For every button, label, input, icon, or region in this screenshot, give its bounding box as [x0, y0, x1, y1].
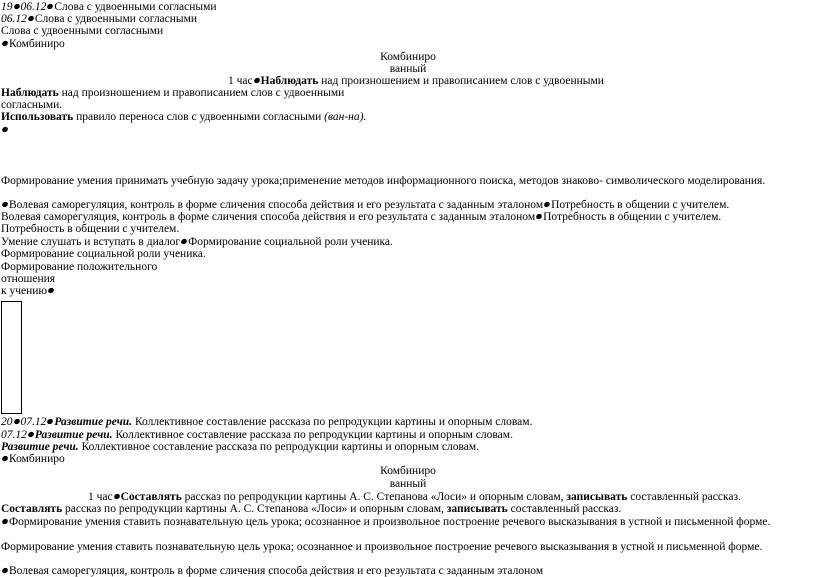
lesson-date: 06.12	[20, 1, 47, 13]
bullet-icon	[47, 287, 55, 295]
lesson19-hours-observe: 1 час Наблюдать над произношением и правописанием слов с удвоенными	[228, 75, 604, 87]
lesson19-skill-line: Формирование умения принимать учебную задачу урока;применение методов информационного поиска, методов знаково- символического моделирования.	[1, 175, 766, 187]
bullet-icon	[1, 518, 9, 526]
lesson-date: 07.12	[1, 429, 27, 441]
bullet-icon	[1, 126, 9, 134]
lesson19-use-line: Использовать правило переноса слов с удвоенными согласными (ван-на).	[1, 111, 367, 123]
bullet-icon	[27, 15, 35, 23]
lesson-number: 20	[1, 416, 13, 428]
lesson19-header-row	[1, 1, 217, 13]
bullet-icon	[13, 418, 21, 426]
lesson20-header-row: 20 07.12 Развитие речи. Коллективное составление рассказа по репродукции картины и опорным словам.	[1, 416, 533, 428]
lesson19-observe-cont: согласными.	[1, 99, 63, 111]
lesson-date: 06.12	[1, 13, 27, 25]
lesson19-topic-line: Слова с удвоенными согласными	[1, 25, 164, 37]
lesson19-attitude-1: Формирование положительного	[1, 261, 158, 273]
bullet-icon	[13, 3, 21, 11]
lesson19-reg-comm-line-2: Волевая саморегуляция, контроль в форме сличения способа действия и его результата с заданным эталоном Потребность в общении с учителем.	[1, 211, 722, 223]
bullet-icon	[180, 238, 188, 246]
lesson19-listen-line: Умение слушать и вступать в диалог Формирование социальной роли ученика.	[1, 236, 393, 248]
lesson20-hours-compose: 1 час Составлять рассказ по репродукции картины А. С. Степанова «Лоси» и опорным словам, записывать составленный рассказ.	[88, 491, 741, 503]
hours: 1 час	[228, 75, 253, 87]
bullet-icon	[253, 77, 261, 85]
lesson-topic: Слова с удвоенными согласными	[34, 13, 198, 25]
lesson19-type-line: Комбиниро	[1, 38, 65, 50]
bullet-icon	[27, 431, 35, 439]
lesson-date: 07.12	[20, 416, 47, 428]
lesson20-reg-line: Волевая саморегуляция, контроль в форме сличения способа действия и его результата с заданным эталоном	[1, 565, 543, 577]
lesson20-skill-line: Формирование умения ставить познавательную цель урока; осознанное и произвольное построение речевого высказывания в устной и письменной форме.	[1, 541, 763, 553]
lesson19-type-centered-1: Комбиниро	[380, 51, 436, 63]
lesson20-date-topic: 07.12 Развитие речи. Коллективное составление рассказа по репродукции картины и опорным словам.	[1, 429, 513, 441]
hours: 1 час	[88, 491, 113, 503]
bullet-icon	[1, 201, 9, 209]
lesson20-type-centered-1: Комбиниро	[380, 465, 436, 477]
lesson19-social-line: Формирование социальной роли ученика.	[1, 248, 206, 260]
lesson19-bullet-line	[1, 124, 9, 136]
lesson20-type-line: Комбиниро	[1, 453, 65, 465]
lesson19-type-centered-2: ванный	[389, 63, 427, 75]
lesson19-attitude-3: к учению	[1, 285, 55, 297]
empty-table-cell	[1, 301, 22, 414]
lesson-topic: Слова с удвоенными согласными	[54, 1, 217, 13]
bullet-icon	[1, 567, 9, 575]
lesson-number: 19	[1, 1, 13, 13]
bullet-icon	[535, 213, 543, 221]
lesson19-reg-comm-line: Волевая саморегуляция, контроль в форме сличения способа действия и его результата с заданным эталоном Потребность в общении с учителем.	[1, 199, 729, 211]
bullet-icon	[1, 455, 9, 463]
bullet-icon	[113, 493, 121, 501]
lesson19-date-topic	[1, 13, 197, 25]
bullet-icon	[543, 201, 551, 209]
lesson20-compose-line: Составлять рассказ по репродукции картины А. С. Степанова «Лоси» и опорным словам, записывать составленный рассказ.	[1, 503, 622, 515]
lesson19-observe-line: Наблюдать над произношением и правописанием слов с удвоенными	[1, 87, 345, 99]
lesson19-attitude-2: отношения	[1, 273, 56, 285]
lesson20-type-centered-2: ванный	[389, 478, 427, 490]
lesson20-topic-line: Развитие речи. Коллективное составление рассказа по репродукции картины и опорным словам.	[1, 441, 480, 453]
lesson20-skill-bullet-line: Формирование умения ставить познавательную цель урока; осознанное и произвольное построение речевого высказывания в устной и письменной форме.	[1, 516, 770, 528]
lesson19-comm-line: Потребность в общении с учителем.	[1, 223, 180, 235]
bullet-icon	[1, 40, 9, 48]
